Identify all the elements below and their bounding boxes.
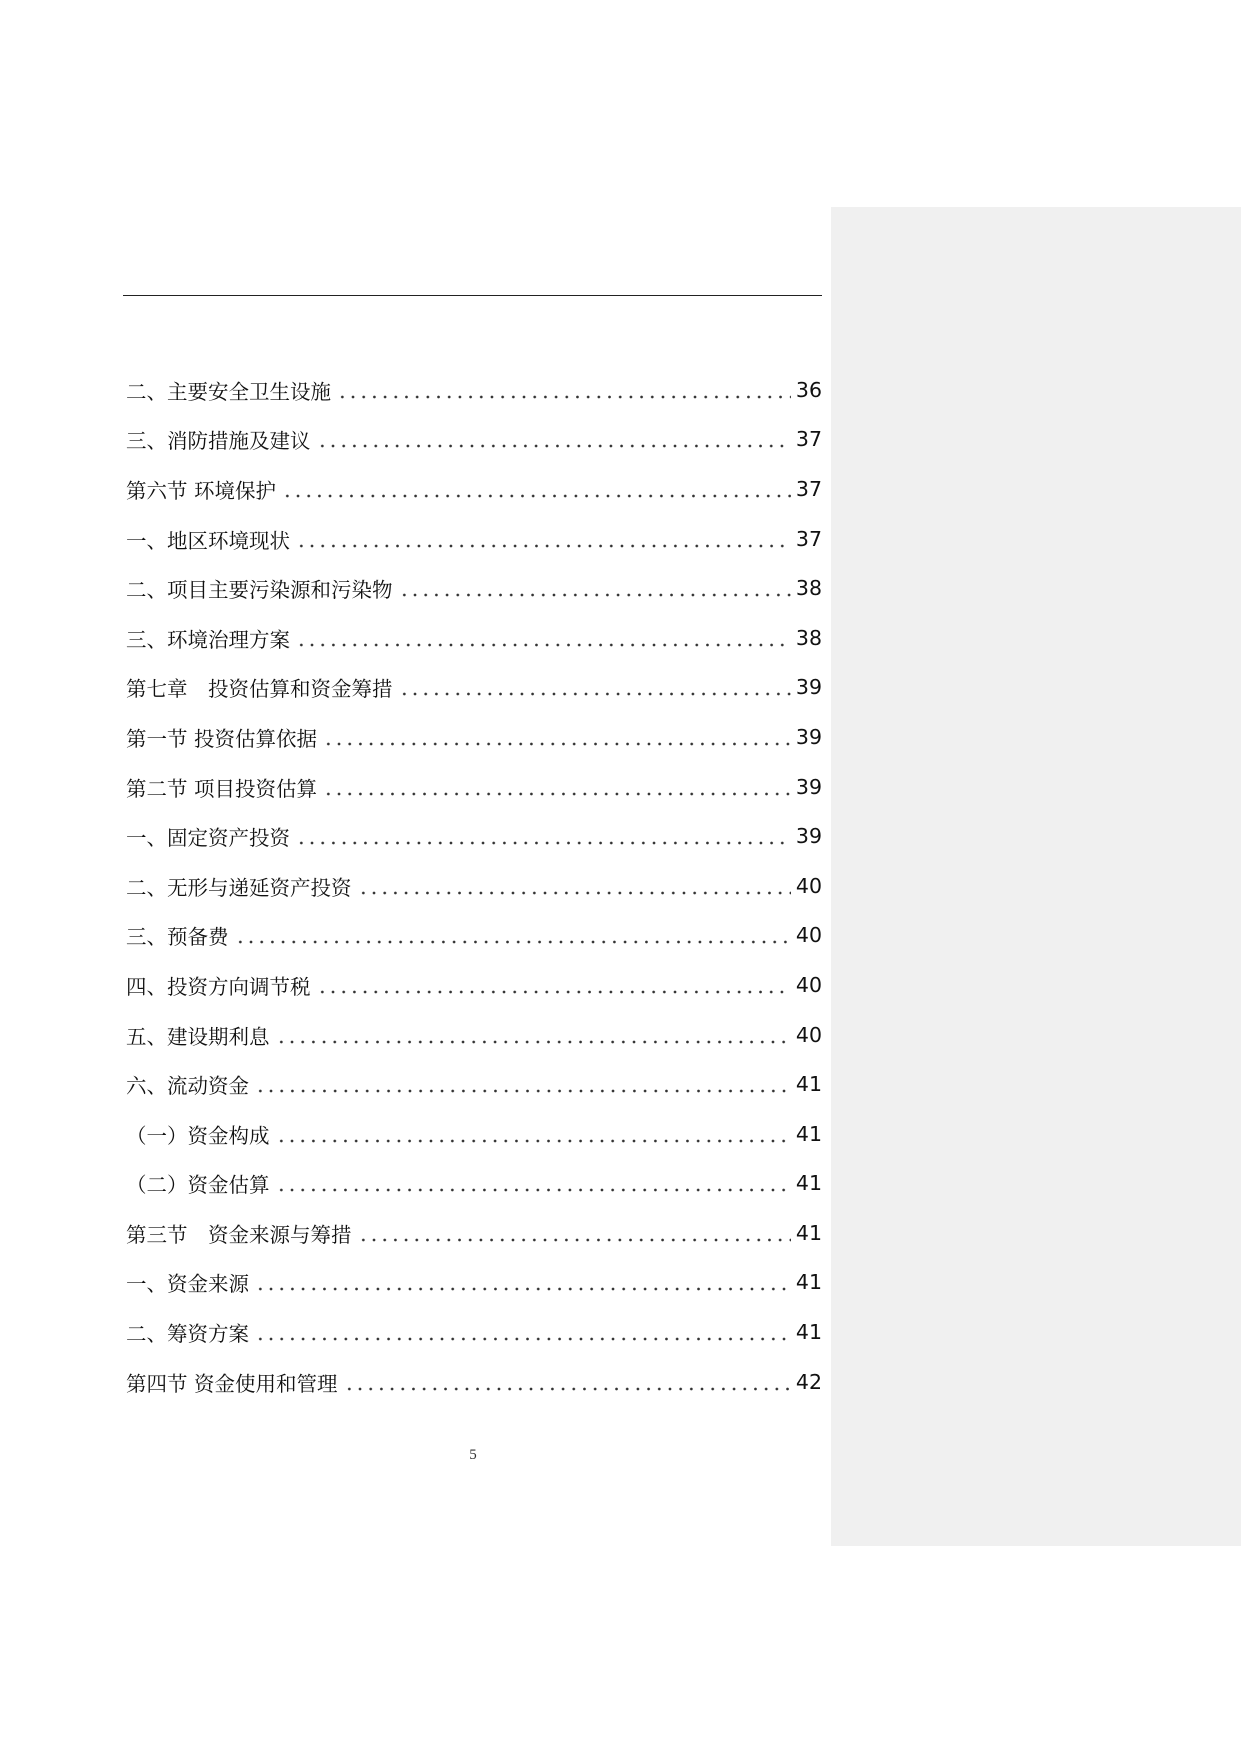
toc-entry	[126, 563, 822, 613]
toc-entry-page-number: 42	[795, 1369, 822, 1394]
toc-entry-page-number: 41	[795, 1220, 822, 1245]
toc-entry	[126, 1010, 822, 1060]
toc-entry-page-number: 37	[795, 476, 822, 501]
dot-leader	[282, 479, 791, 499]
dot-leader	[235, 925, 791, 945]
toc-entry-page-number: 39	[795, 675, 822, 700]
toc-entry	[126, 514, 822, 564]
toc-entry	[126, 762, 822, 812]
toc-entry-title: 五、建设期利息	[126, 1024, 270, 1049]
dot-leader	[255, 1074, 791, 1094]
toc-entry	[126, 464, 822, 514]
toc-entry-title: 第七章 投资估算和资金筹措	[126, 677, 393, 702]
toc-entry-title: （一）资金构成	[126, 1123, 270, 1148]
dot-leader	[358, 876, 791, 896]
dot-leader	[317, 429, 791, 449]
toc-entry	[126, 1258, 822, 1308]
toc-entry-title: 六、流动资金	[126, 1074, 249, 1099]
toc-entry-title: 第四节 资金使用和管理	[126, 1371, 338, 1396]
toc-entry-page-number: 41	[795, 1320, 822, 1345]
toc-entry-page-number: 40	[795, 1022, 822, 1047]
toc-entry-page-number: 41	[795, 1171, 822, 1196]
toc-entry-page-number: 41	[795, 1121, 822, 1146]
toc-entry-page-number: 37	[795, 526, 822, 551]
toc-entry-title: 一、地区环境现状	[126, 528, 290, 553]
dot-leader	[255, 1272, 791, 1292]
dot-leader	[276, 1025, 791, 1045]
toc-entry	[126, 1109, 822, 1159]
toc-entry	[126, 911, 822, 961]
dot-leader	[317, 975, 791, 995]
toc-entry	[126, 1208, 822, 1258]
toc-entry	[126, 811, 822, 861]
toc-entry-page-number: 38	[795, 576, 822, 601]
dot-leader	[323, 727, 791, 747]
toc-entry-page-number: 41	[795, 1270, 822, 1295]
toc-entry-title: 第二节 项目投资估算	[126, 776, 318, 801]
dot-leader	[276, 1173, 791, 1193]
toc-entry-title: 二、主要安全卫生设施	[126, 379, 331, 404]
toc-entry-page-number: 40	[795, 972, 822, 997]
toc-entry	[126, 1357, 822, 1407]
dot-leader	[358, 1223, 791, 1243]
toc-entry-title: 第三节 资金来源与筹措	[126, 1222, 352, 1247]
toc-entry-title: 三、预备费	[126, 925, 229, 950]
dot-leader	[296, 826, 791, 846]
dot-leader	[276, 1124, 791, 1144]
dot-leader	[296, 529, 791, 549]
dot-leader	[296, 628, 791, 648]
toc-entry-title: 第一节 投资估算依据	[126, 726, 318, 751]
toc-entry-page-number: 41	[795, 1072, 822, 1097]
page-number: 5	[469, 1447, 477, 1463]
toc-entry	[126, 613, 822, 663]
toc-entry	[126, 712, 822, 762]
dot-leader	[255, 1322, 791, 1342]
toc-entry	[126, 1307, 822, 1357]
toc-entry-title: 二、无形与递延资产投资	[126, 875, 352, 900]
toc-entry-page-number: 38	[795, 625, 822, 650]
dot-leader	[399, 578, 791, 598]
toc-entry	[126, 1159, 822, 1209]
toc-entry-page-number: 36	[795, 377, 822, 402]
toc-entry-page-number: 40	[795, 873, 822, 898]
toc-entry	[126, 960, 822, 1010]
toc-entry-title: 第六节 环境保护	[126, 478, 277, 503]
toc-entry	[126, 663, 822, 713]
toc-entry-title: （二）资金估算	[126, 1173, 270, 1198]
dot-leader	[399, 677, 791, 697]
toc-entry-page-number: 37	[795, 427, 822, 452]
toc-entry-page-number: 39	[795, 774, 822, 799]
toc-entry-title: 一、固定资产投资	[126, 826, 290, 851]
toc-entry-title: 三、消防措施及建议	[126, 429, 311, 454]
toc-entry-title: 二、项目主要污染源和污染物	[126, 578, 393, 603]
toc-entry	[126, 415, 822, 465]
toc-entry-title: 三、环境治理方案	[126, 627, 290, 652]
toc-entry	[126, 365, 822, 415]
dot-leader	[337, 380, 791, 400]
toc-entry-title: 一、资金来源	[126, 1272, 249, 1297]
comment-pane	[831, 207, 1241, 1546]
toc-list	[126, 365, 822, 1406]
dot-leader	[344, 1372, 791, 1392]
toc-entry-page-number: 39	[795, 724, 822, 749]
toc-entry-title: 四、投资方向调节税	[126, 974, 311, 999]
toc-entry-title: 二、筹资方案	[126, 1322, 249, 1347]
toc-entry	[126, 1059, 822, 1109]
header-rule	[123, 295, 822, 296]
dot-leader	[323, 777, 791, 797]
toc-entry-page-number: 40	[795, 923, 822, 948]
toc-entry-page-number: 39	[795, 824, 822, 849]
toc-entry	[126, 861, 822, 911]
